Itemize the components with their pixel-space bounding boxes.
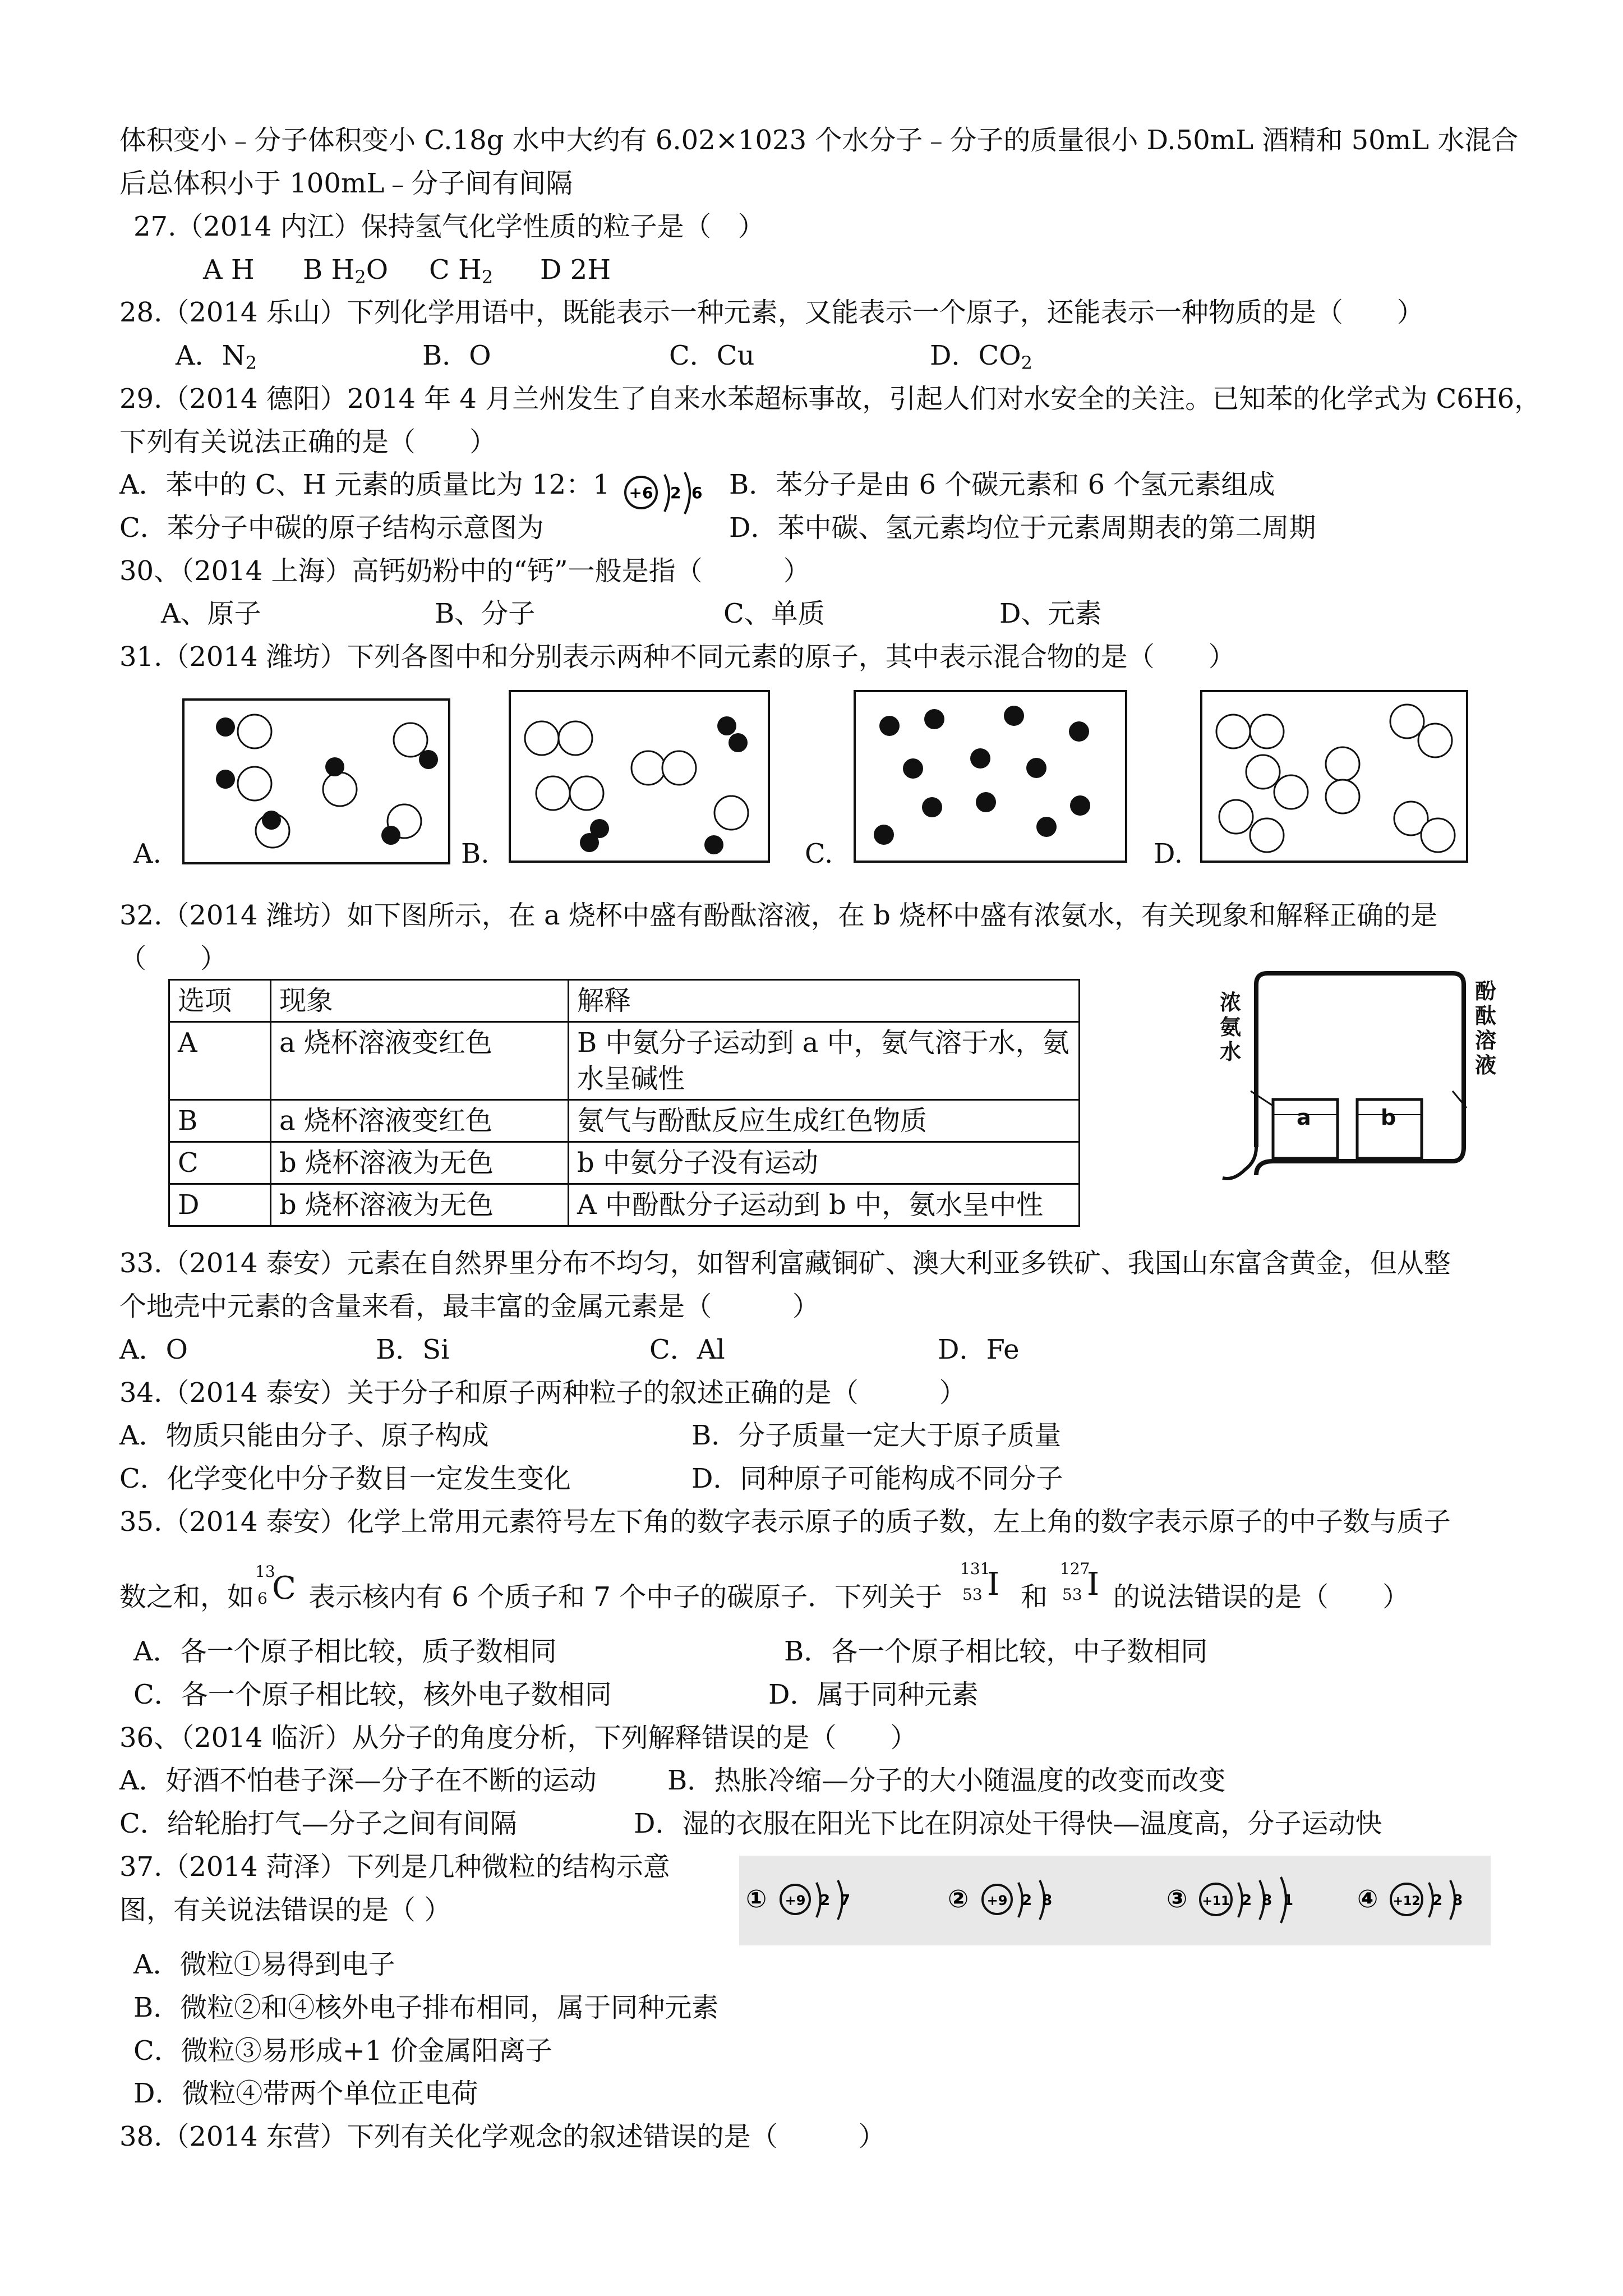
table-header-row [169,980,1080,1022]
q28-option-a: A．$N_2$ [176,340,257,374]
q33-option-c: C．Al [649,1334,725,1365]
q27-option-d: D 2H [540,254,611,286]
q35-option-a: A．各一个原子相比较，质子数相同 [133,1636,557,1667]
particle-2-diagram [948,1880,1052,1920]
question-28: 28.（2014 乐山）下列化学用语中，既能表示一种元素，又能表示一个原子，还能表示一种物质的是（ ） [119,297,1424,328]
particle-4-diagram [1357,1880,1463,1920]
particle-3-diagram [1166,1877,1293,1923]
table-row [169,1022,1080,1100]
question-30: 30、（2014 上海）高钙奶粉中的“钙”一般是指（ ） [119,555,810,587]
table-cell: a 烧杯溶液变红色 [271,1022,569,1100]
q27-option-b: B $H_2O$ [303,254,389,288]
q36-option-c: C．给轮胎打气—分子之间有间隔 [119,1808,517,1839]
table-row [169,1184,1080,1226]
q34-option-c: C．化学变化中分子数目一定发生变化 [119,1463,571,1494]
q36-option-a: A．好酒不怕巷子深—分子在不断的运动 [119,1765,597,1796]
table-row [169,1142,1080,1184]
svg-text:8: 8 [1042,1892,1053,1909]
q28-option-b: B．O [422,340,491,371]
question-34: 34.（2014 泰安）关于分子和原子两种粒子的叙述正确的是（ ） [119,1377,966,1409]
q29-option-b: B．苯分子是由 6 个碳元素和 6 个氢元素组成 [729,469,1275,500]
q36-option-b: B．热胀冷缩—分子的大小随温度的改变而改变 [667,1765,1226,1796]
q35-option-d: D．属于同种元素 [768,1679,979,1710]
q36-option-d: D．湿的衣服在阳光下比在阴凉处干得快—温度高，分子运动快 [634,1808,1382,1839]
q29-option-d: D．苯中碳、氢元素均位于元素周期表的第二周期 [729,512,1316,544]
question-37: 37.（2014 菏泽）下列是几种微粒的结构示意 [119,1851,670,1883]
q30-option-d: D、元素 [999,598,1102,629]
beaker-experiment-figure [1211,968,1503,1192]
q37-option-a: A．微粒①易得到电子 [133,1949,395,1980]
beaker-a-label: a [1297,1105,1311,1130]
q31-box-c [854,690,1127,863]
svg-text:+9: +9 [785,1893,806,1908]
q31-box-b [509,690,770,863]
c13-isotope-notation: 13 6 C [255,1562,296,1608]
q34-option-a: A．物质只能由分子、原子构成 [119,1420,489,1451]
particle-1-diagram [746,1880,850,1920]
q29-option-c: C．苯分子中碳的原子结构示意图为 [119,512,544,544]
table-cell: b 烧杯溶液为无色 [271,1142,569,1184]
text-line: 体积变小﹣分子体积变小 C.18g 水中大约有 6.02×1023 个水分子﹣分子的质量很小 D.50mL 酒精和 50mL 水混合 [119,125,1519,156]
q33-option-b: B．Si [376,1334,450,1365]
question-32-cont: （ ） [119,943,228,974]
svg-text:1: 1 [1283,1892,1294,1909]
text-line: 后总体积小于 100mL﹣分子间有间隔 [119,168,573,199]
q33-option-d: D．Fe [938,1334,1020,1365]
q31-box-d [1200,690,1468,863]
table-cell: b 烧杯溶液为无色 [271,1184,569,1226]
question-35-cont-4: 的说法错误的是（ ） [1113,1581,1410,1613]
table-cell: b 中氨分子没有运动 [569,1142,1080,1184]
question-38: 38.（2014 东营）下列有关化学观念的叙述错误的是（ ） [119,2121,886,2152]
particle-structures-figure [739,1856,1491,1945]
i131-isotope-notation: 131 53 I [960,1559,1000,1604]
table-row [169,1100,1080,1142]
svg-text:②: ② [948,1885,969,1913]
table-cell: a 烧杯溶液变红色 [271,1100,569,1142]
svg-text:+12: +12 [1393,1894,1421,1908]
question-37-cont: 图，有关说法错误的是（ ） [119,1894,451,1926]
q30-option-a: A、原子 [161,598,261,629]
svg-text:7: 7 [840,1892,851,1909]
q31-option-a-label: A. [133,838,162,869]
q27-option-a: A H [203,254,255,286]
svg-text:8: 8 [1262,1892,1272,1909]
q34-option-b: B．分子质量一定大于原子质量 [691,1420,1062,1451]
q32-options-table [168,979,1080,1227]
q31-option-d-label: D. [1154,838,1183,869]
table-cell: B 中氨分子运动到 a 中，氨气溶于水，氨水呈碱性 [569,1022,1080,1100]
q30-option-b: B、分子 [435,598,536,629]
question-33: 33.（2014 泰安）元素在自然界里分布不均匀，如智利富藏铜矿、澳大利亚多铁矿、我国山东富含黄金，但从整 [119,1248,1451,1279]
table-header-cell: 现象 [271,980,569,1022]
table-header-cell: 选项 [169,980,271,1022]
phenolphthalein-label: 酚酞溶液 [1475,979,1497,1078]
q31-option-c-label: C. [805,838,833,869]
carbon-atom-structure-diagram [620,467,715,517]
question-35-cont-3: 和 [1021,1581,1048,1613]
question-35-cont-2: 表示核内有 6 个质子和 7 个中子的碳原子．下列关于 [308,1581,943,1613]
q37-option-c: C．微粒③易形成+1 价金属阳离子 [133,2035,552,2067]
svg-text:8: 8 [1453,1892,1463,1909]
q30-option-c: C、单质 [723,598,825,629]
q34-option-d: D．同种原子可能构成不同分子 [691,1463,1063,1494]
q31-box-a [182,698,450,864]
q35-option-c: C．各一个原子相比较，核外电子数相同 [133,1679,612,1710]
svg-text:+6: +6 [629,484,653,502]
table-cell: 氨气与酚酞反应生成红色物质 [569,1100,1080,1142]
q33-option-a: A．O [119,1334,188,1365]
table-cell: A [169,1022,271,1100]
svg-text:+11: +11 [1202,1894,1230,1908]
question-32: 32.（2014 潍坊）如下图所示，在 a 烧杯中盛有酚酞溶液，在 b 烧杯中盛有浓氨水，有关现象和解释正确的是 [119,900,1438,931]
q28-option-c: C．Cu [669,340,755,371]
svg-text:2: 2 [670,484,681,502]
table-header-cell: 解释 [569,980,1080,1022]
question-27: 27.（2014 内江）保持氢气化学性质的粒子是（ ） [133,211,765,242]
svg-text:2: 2 [820,1892,831,1909]
table-cell: A 中酚酞分子运动到 b 中，氨水呈中性 [569,1184,1080,1226]
q29-option-a: A．苯中的 C、H 元素的质量比为 12：1 [119,469,610,500]
q27-option-c: C $H_2$ [429,254,494,288]
table-cell: D [169,1184,271,1226]
q28-option-d: D．$CO_2$ [930,340,1032,374]
question-35: 35.（2014 泰安）化学上常用元素符号左下角的数字表示原子的质子数，左上角的数字表示原子的中子数与质子 [119,1506,1451,1538]
svg-text:+9: +9 [986,1893,1008,1908]
svg-text:④: ④ [1357,1885,1378,1913]
svg-text:2: 2 [1432,1892,1443,1909]
svg-text:2: 2 [1242,1892,1252,1909]
q37-option-b: B．微粒②和④核外电子排布相同，属于同种元素 [133,1992,719,2023]
question-29: 29.（2014 德阳）2014 年 4 月兰州发生了自来水苯超标事故，引起人们对水安全的关注。已知苯的化学式为 C6H6， [119,383,1542,415]
question-31: 31.（2014 潍坊）下列各图中和分别表示两种不同元素的原子，其中表示混合物的是（ ） [119,641,1235,673]
q31-option-b-label: B. [461,838,490,869]
q35-option-b: B．各一个原子相比较，中子数相同 [784,1636,1208,1667]
ammonia-label: 浓氨水 [1220,990,1242,1064]
question-36: 36、（2014 临沂）从分子的角度分析，下列解释错误的是（ ） [119,1722,917,1754]
table-cell: C [169,1142,271,1184]
svg-text:①: ① [746,1885,767,1913]
question-35-cont-1: 数之和，如 [119,1581,255,1613]
svg-text:③: ③ [1166,1885,1188,1913]
question-29-cont: 下列有关说法正确的是（ ） [119,426,497,458]
question-33-cont: 个地壳中元素的含量来看，最丰富的金属元素是（ ） [119,1291,820,1322]
table-cell: B [169,1100,271,1142]
i127-isotope-notation: 127 53 I [1060,1559,1100,1604]
svg-text:6: 6 [691,484,703,502]
q37-option-d: D．微粒④带两个单位正电荷 [133,2078,478,2109]
svg-text:2: 2 [1022,1892,1032,1909]
beaker-b-label: b [1381,1105,1396,1130]
